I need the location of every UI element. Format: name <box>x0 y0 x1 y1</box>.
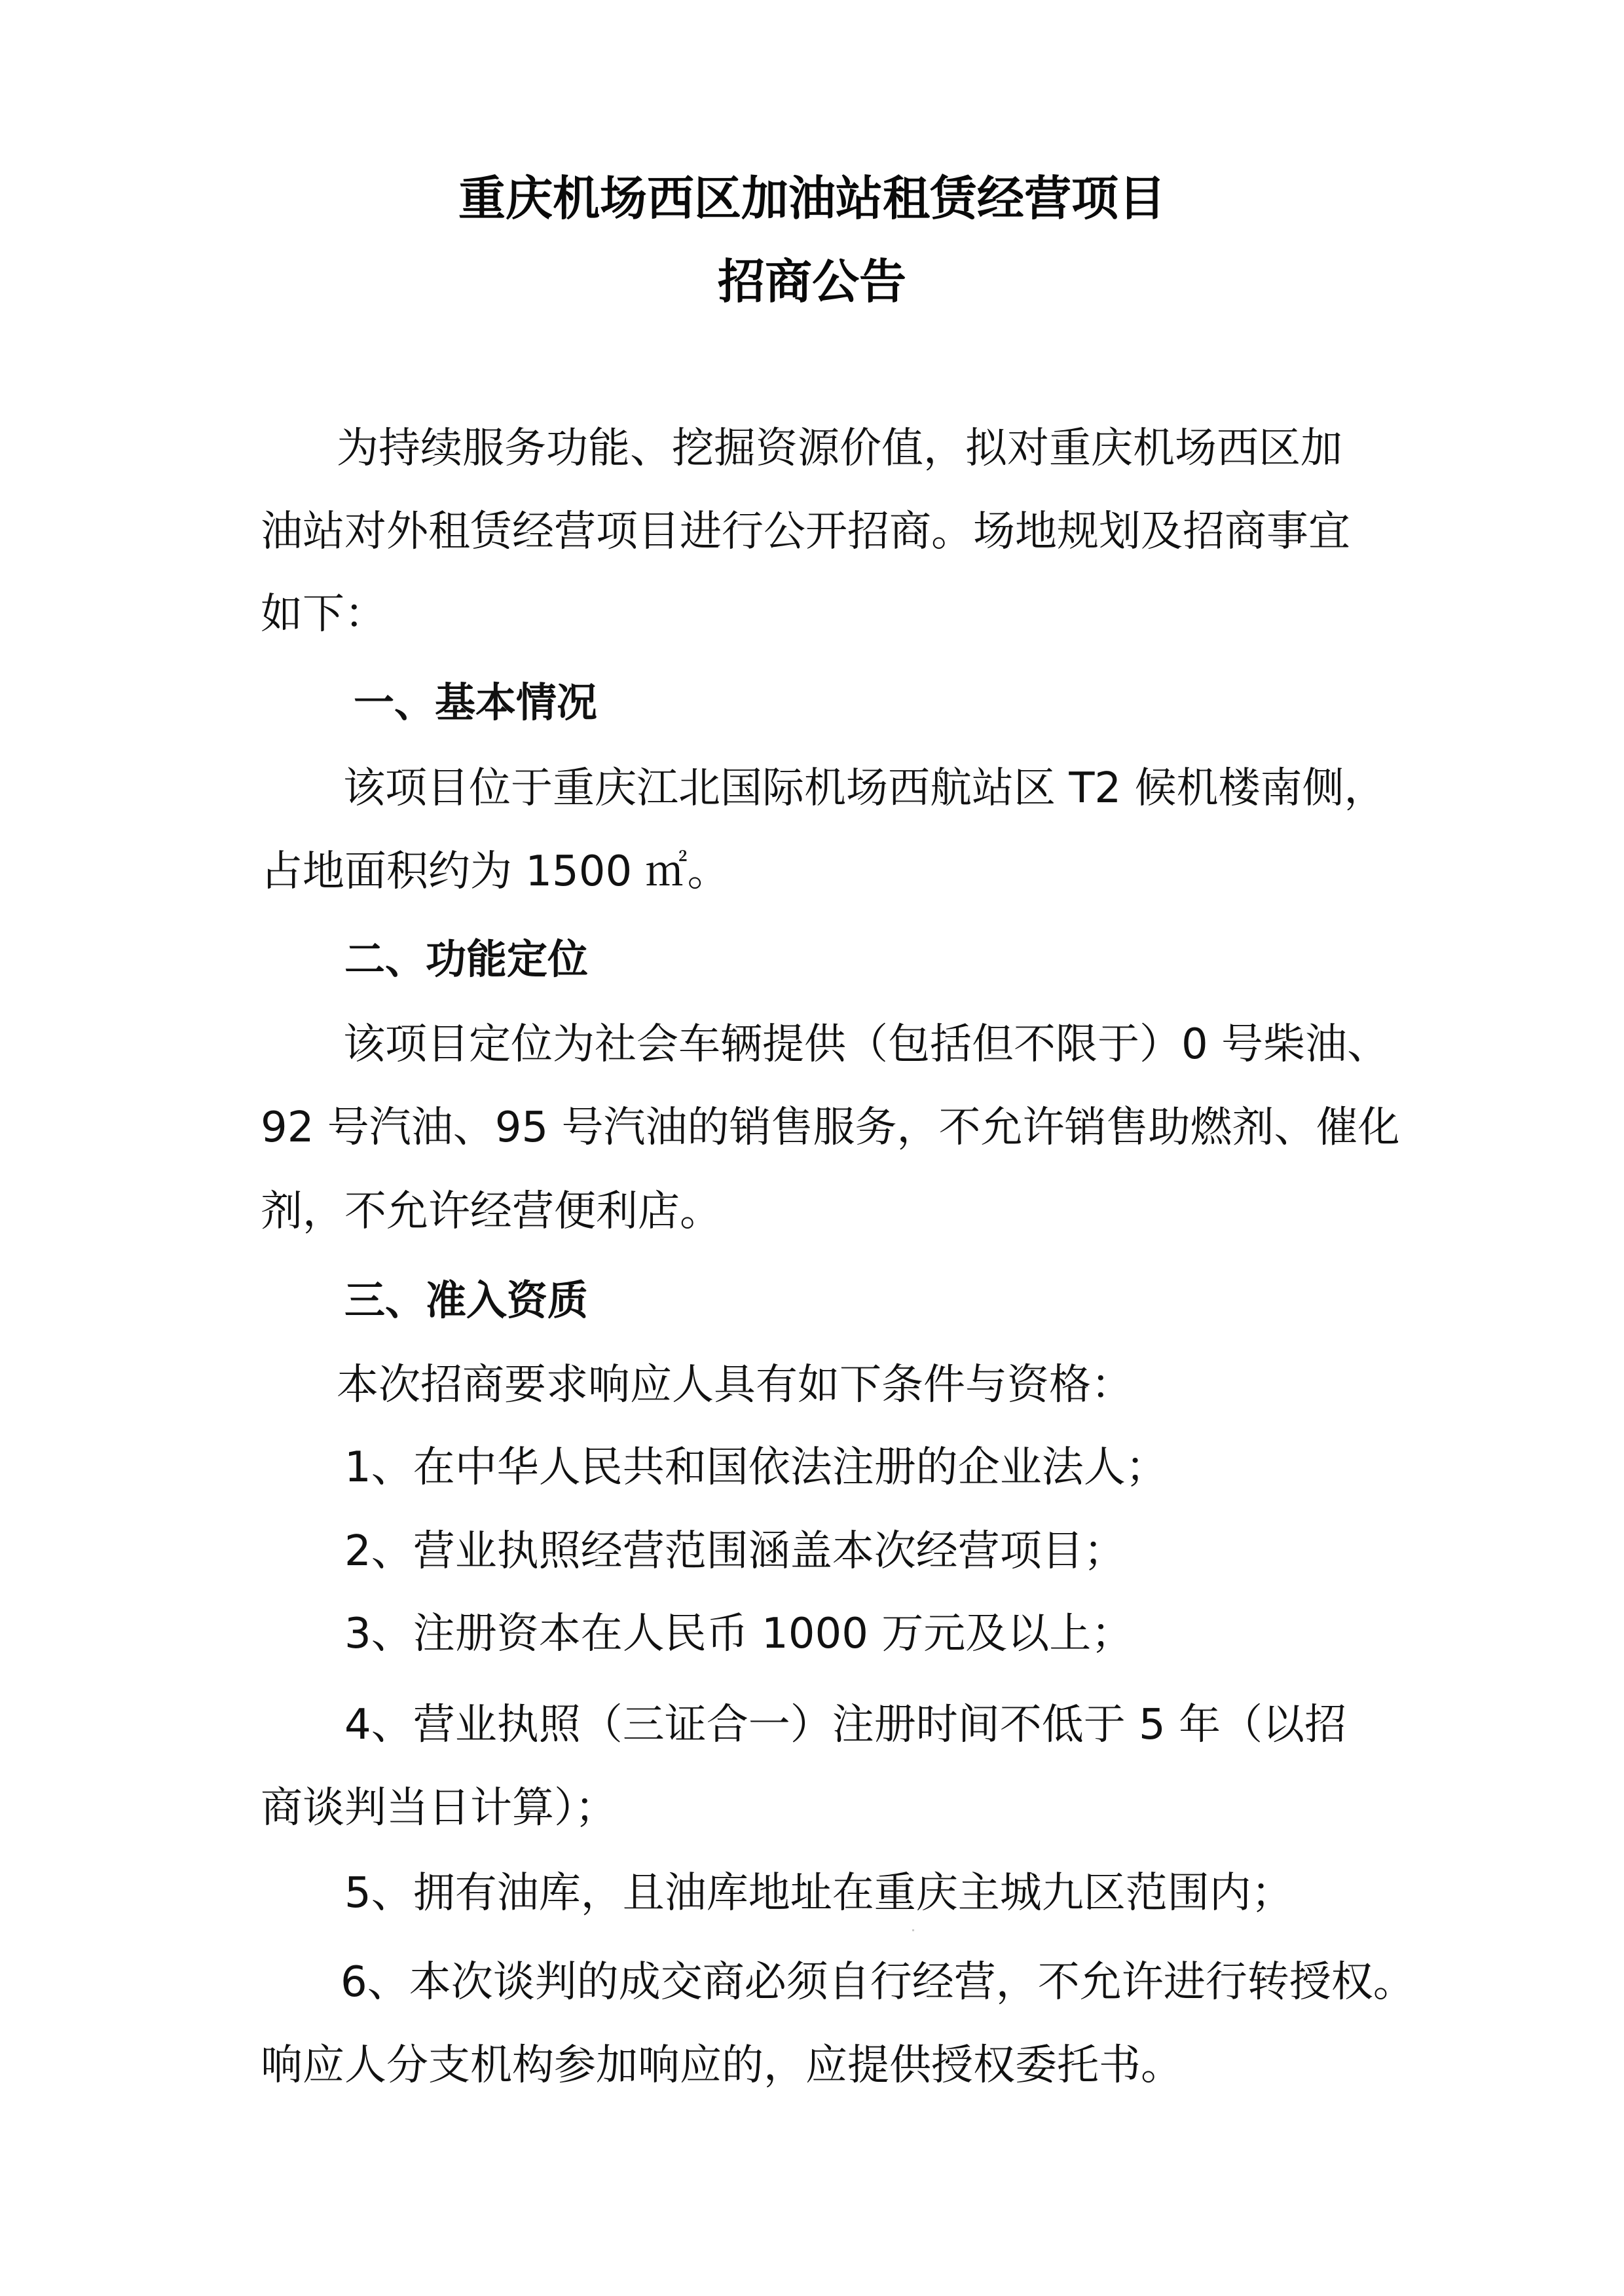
intro-line-3: 如下： <box>261 590 386 639</box>
document-title-line-1: 重庆机场西区加油站租赁经营项目 <box>458 170 1166 226</box>
qualification-lead: 本次招商要求响应人具有如下条件与资格： <box>337 1361 1133 1409</box>
basic-line-2: 占地面积约为 1500 ㎡。 <box>261 847 729 896</box>
qualification-item-1: 1、在中华人民共和国依法注册的企业法人； <box>344 1443 1168 1492</box>
intro-line-1: 为持续服务功能、挖掘资源价值，拟对重庆机场西区加 <box>337 424 1342 473</box>
qualification-item-4-line-2: 商谈判当日计算）； <box>261 1784 617 1832</box>
function-line-3: 剂，不允许经营便利店。 <box>261 1187 722 1236</box>
intro-line-2: 油站对外租赁经营项目进行公开招商。场地规划及招商事宜 <box>261 508 1350 556</box>
basic-line-1: 该项目位于重庆江北国际机场西航站区 T2 候机楼南侧， <box>343 764 1386 813</box>
section-heading-function: 二、功能定位 <box>344 935 589 983</box>
document-title-line-2: 招商公告 <box>717 253 906 309</box>
section-heading-qualification: 三、准入资质 <box>344 1276 589 1324</box>
section-heading-basic: 一、基本情况 <box>354 678 598 726</box>
qualification-item-3: 3、注册资本在人民币 1000 万元及以上； <box>344 1610 1134 1658</box>
qualification-item-4-line-1: 4、营业执照（三证合一）注册时间不低于 5 年（以招 <box>344 1701 1347 1749</box>
qualification-item-2: 2、营业执照经营范围涵盖本次经营项目； <box>344 1527 1126 1576</box>
function-line-1: 该项目定位为社会车辆提供（包括但不限于）0 号柴油、 <box>343 1020 1390 1069</box>
qualification-item-6-line-2: 响应人分支机构参加响应的，应提供授权委托书。 <box>261 2041 1183 2090</box>
qualification-item-5: 5、拥有油库，且油库地址在重庆主城九区范围内； <box>344 1869 1293 1917</box>
scan-speck <box>912 1929 914 1931</box>
function-line-2: 92 号汽油、95 号汽油的销售服务，不允许销售助燃剂、催化 <box>261 1103 1400 1152</box>
qualification-item-6-line-1: 6、本次谈判的成交商必须自行经营，不允许进行转授权。 <box>341 1958 1415 2007</box>
